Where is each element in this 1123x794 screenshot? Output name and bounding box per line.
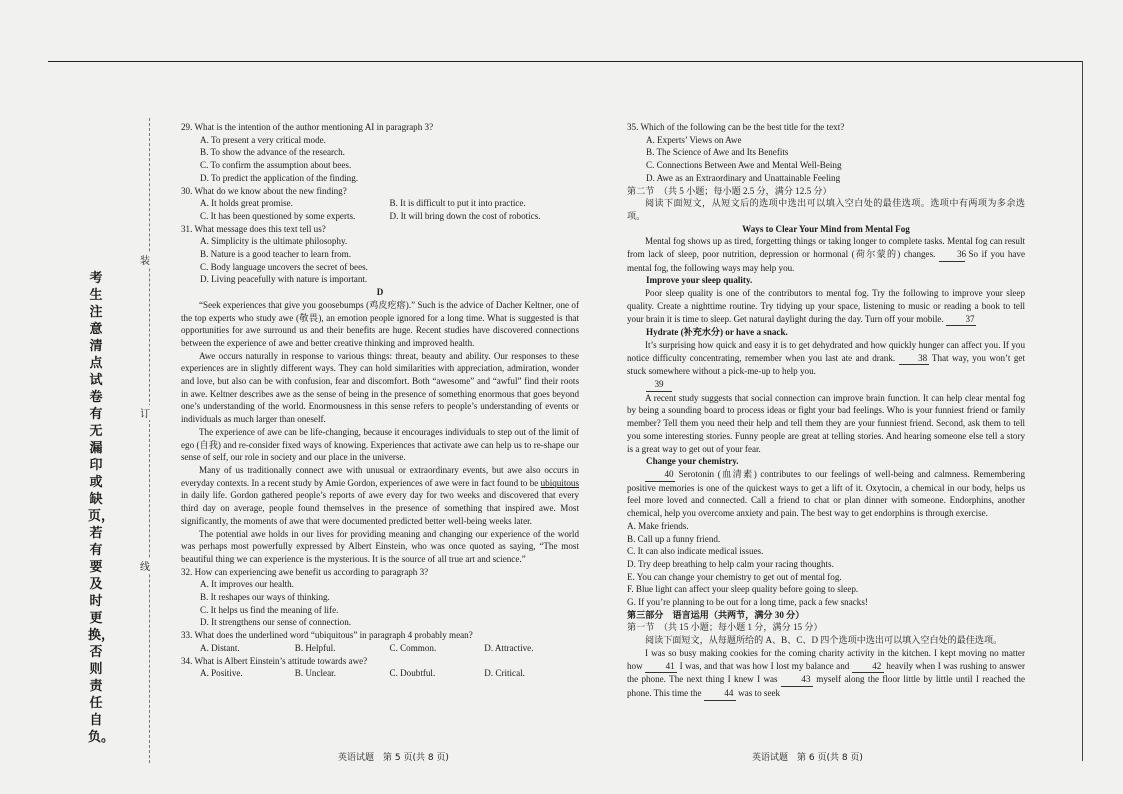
option-row [181,197,579,210]
subheading: Improve your sleep quality. [646,275,753,286]
passage-paragraph: A recent study suggests that social connection can improve brain function. It can help clear mental fog by being a sounding board to process ideas or fight your bad feelings. Who is your funniest friend or family member? Tell them you need their help and tell them they are your funniest friend. Second, ask them to tell you some interesting stories. Funny people are great at telling stories. And hearing someone else tell a story is a great way to get out of your fear. [627,392,1025,454]
left-page [181,121,579,680]
option: B. Nature is a good teacher to learn from. [200,249,352,260]
passage-paragraph: Mental fog shows up as tired, forgetting things or taking longer to complete tasks. Mental fog can result from lack of sleep, poor nutrition, depression or hormonal (荷尔蒙的) changes. 36 So if you have mental fog, the following ways may help you. [627,236,1025,273]
option: D. Living peacefully with nature is important. [200,274,368,285]
part-heading: 第三部分 语言运用（共两节，满分 30 分） [627,609,805,620]
option: D. It will bring down the cost of robotics. [389,210,541,221]
question-stem: 33. What does the underlined word “ubiquitous” in paragraph 4 probably mean? [181,630,473,641]
option: D. It strengthens our sense of connection. [200,617,352,628]
binding-mark-zhuang: 装 [140,252,150,267]
blank-line [627,378,1025,392]
section-heading: 第二节 （共 5 小题；每小题 2.5 分，满分 12.5 分） [627,185,832,196]
option: B. To show the advance of the research. [200,147,345,158]
question-stem: 35. Which of the following can be the best title for the text? [627,122,845,132]
option: A. Experts’ Views on Awe [646,134,742,145]
option-row [181,642,579,655]
passage-paragraph: Many of us traditionally connect awe with unusual or extraordinary events, but awe also occurs in everyday contexts. In a recent study by Amie Gordon, experiences of awe were in fact found to be ubiquitous in daily life. Gordon gathered people’s reports of awe every day for two weeks and discovered that every third day on average, people found themselves in the presence of something that inspired awe. Most significantly, the moments of awe that were documented predicted better well-being weeks later. [181,464,579,526]
option: A. Simplicity is the ultimate philosophy. [200,236,348,247]
binding-dash-line [149,118,150,763]
option: B. Unclear. [294,668,336,679]
option: B. It is difficult to put it into practice. [389,198,526,209]
section-heading: 第一节 （共 15 小题；每小题 1 分，满分 15 分） [627,622,823,633]
blank-38: 38 [899,352,929,366]
binding-mark-ding: 订 [140,405,150,420]
option: C. Common. [389,642,437,653]
underlined-word: ubiquitous [540,477,579,488]
option: B. Call up a funny friend. [627,533,721,544]
option: D. Attractive. [484,642,534,653]
option: D. Awe as an Extraordinary and Unattainable Feeling [646,172,841,183]
option: B. Helpful. [294,642,336,653]
page-footer-right: 英语试题 第 6 页(共 8 页) [752,753,863,763]
question-stem: 31. What message does this text tell us? [181,223,326,234]
option: C. It can also indicate medical issues. [627,546,764,557]
option: E. You can change your chemistry to get out of mental fog. [627,571,842,582]
blank-43: 43 [781,673,813,687]
passage-paragraph: The experience of awe can be life-changing, because it encourages individuals to step out of the limit of ego (自我) and re-consider fixed ways of knowing. Experiences that activate awe can help us to re-shape our sense of self, our role in society and our place in the universe. [181,426,579,463]
option: C. It helps us find the meaning of life. [200,604,339,615]
subheading: Hydrate (补充水分) or have a snack. [646,327,788,338]
blank-41: 41 [645,660,677,674]
question-stem: 30. What do we know about the new finding? [181,185,347,196]
option: B. The Science of Awe and Its Benefits [646,147,789,158]
option: B. It reshapes our ways of thinking. [200,592,330,603]
top-border-line [48,61,1083,62]
passage-paragraph: I was so busy making cookies for the coming charity activity in the kitchen. I kept moving no matter how 41 I was, and that was how I lost my balance and 42 heavily when I was rushing to answer the phone. The next thing I knew I was 43 myself along the floor little by little until I reached the phone. This time the 44 was to seek [627,647,1025,701]
option: A. It holds great promise. [200,198,293,209]
blank-42: 42 [852,660,884,674]
passage-paragraph: Awe occurs naturally in response to various things: threat, beauty and ability. Our responses to these experiences are in slightly different ways. They can hold similarities with appreciation, admiration, wonder and love, but also can be with confusion, fear and discomfort. Both “awesome” and “awful” find their roots in awe. Keltner describes awe as the sense of being in the presence of something enormous that goes beyond one’s understanding of the world. Enormousness in this sense refers to people’s understanding of events or individuals as much larger than oneself. [181,350,579,425]
question-stem: 34. What is Albert Einstein’s attitude towards awe? [181,655,368,666]
question-stem: 29. What is the intention of the author mentioning AI in paragraph 3? [181,122,434,132]
question-stem: 32. How can experiencing awe benefit us according to paragraph 3? [181,566,429,577]
passage-paragraph: It’s surprising how quick and easy it is to get dehydrated and how quickly hunger can affect you. If you notice difficulty concentrating, remember when you last ate and drank. 38 That way, you won’t get stuck somewhere without a pick-me-up to help you. [627,339,1025,377]
option-row [181,210,579,223]
passage-paragraph: “Seek experiences that give you goosebumps (鸡皮疙瘩).” Such is the advice of Dacher Keltner, one of the top experts who study awe (敬畏), an emotion people ignored for a long time. What is suggested is that opportunities for awe surround us and their benefits are huge. Recent studies have discovered connections between the experience of awe and better creative thinking and improved health. [181,299,579,348]
right-page [627,121,1025,701]
blank-37: 37 [946,313,976,327]
option: D. Try deep breathing to help calm your racing thoughts. [627,558,834,569]
option: C. Body language uncovers the secret of bees. [200,261,368,272]
option: C. It has been questioned by some experts. [200,210,356,221]
option: A. Distant. [200,642,240,653]
passage-paragraph: The potential awe holds in our lives for providing meaning and changing our experience of the world was perhaps most powerfully expressed by Albert Einstein, who was once quoted as saying, “The most beautiful thing we can experience is the mysterious. It is the source of all true art and science.” [181,528,579,564]
option: C. Connections Between Awe and Mental Well-Being [646,160,842,171]
binding-mark-xian: 线 [140,558,150,573]
margin-notice: 考生注意清点试卷有无漏印或缺页，若有要及时更换，否则责任自负。 [88,271,115,745]
option: A. To present a very critical mode. [200,134,326,145]
page-footer-left: 英语试题 第 5 页(共 8 页) [338,753,449,763]
section-instruction: 阅读下面短文，从每题所给的 A、B、C、D 四个选项中选出可以填入空白处的最佳选项。 [645,635,1003,646]
option: D. To predict the application of the finding. [200,172,359,183]
option: F. Blue light can affect your sleep quality before going to sleep. [627,584,859,595]
option: D. Critical. [484,668,525,679]
subheading: Change your chemistry. [646,456,739,467]
passage-paragraph: Poor sleep quality is one of the contributors to mental fog. Try the following to improve your sleep quality. Create a nighttime routine. Try tidying up your space, listening to music or reading a book to tell your brain it is time to sleep. Get natural daylight during the day. Turn off your mobile. 37 [627,287,1025,326]
blank-44: 44 [704,687,736,701]
passage-paragraph: 40 Serotonin (血清素) contributes to our feelings of well-being and calmness. Remembering positive memories is one of the quickest ways to get a lift of it. Oxytocin, a chemical in our body, helps us feel more loved and connected. Call a friend to chat or plan dinner with someone. Endorphins, another chemical, help you overcome anxiety and pain. The best way to get endorphins is through exercise. [627,468,1025,519]
option: C. To confirm the assumption about bees. [200,160,352,171]
blank-40: 40 [645,468,675,482]
blank-36: 36 [939,248,965,262]
passage-letter: D [376,287,384,298]
blank-39: 39 [646,378,672,392]
option: A. It improves our health. [200,579,294,590]
passage-title: Ways to Clear Your Mind from Mental Fog [742,223,910,234]
option: G. If you’re planning to be out for a long time, pack a few snacks! [627,597,868,608]
option: A. Positive. [200,668,243,679]
option: C. Doubtful. [389,668,436,679]
right-border-line [1082,61,1083,761]
section-instruction: 阅读下面短文，从短文后的选项中选出可以填入空白处的最佳选项。选项中有两项为多余选项。 [627,198,1025,221]
option: A. Make friends. [627,520,689,531]
option-row [181,667,579,680]
